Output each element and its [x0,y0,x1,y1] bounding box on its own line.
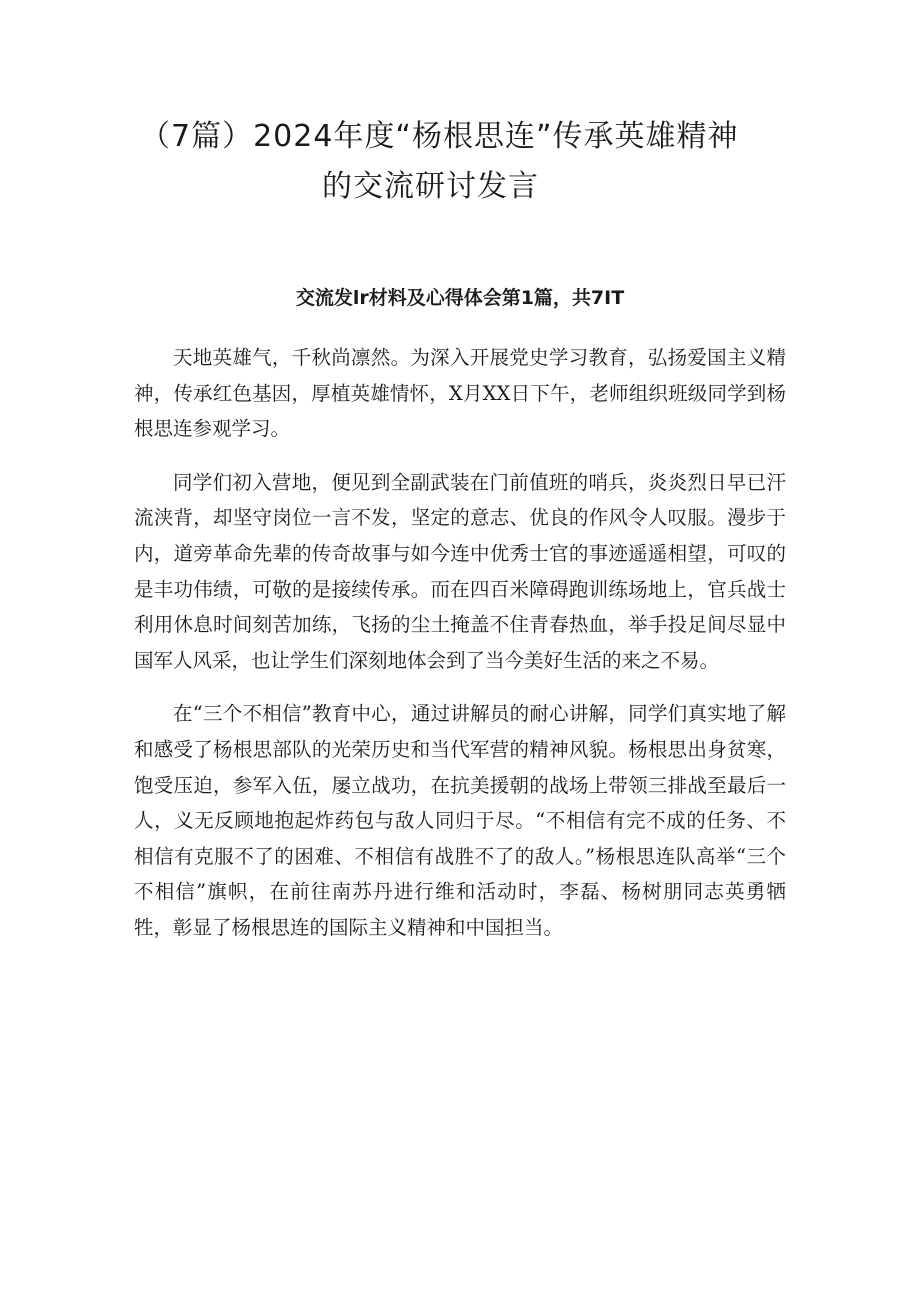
body-paragraph-2: 同学们初入营地，便见到全副武装在门前值班的哨兵，炎炎烈日早已汗流浃背，却坚守岗位一言不发，坚定的意志、优良的作风令人叹服。漫步于内，道旁革命先辈的传奇故事与如今连中优秀士官的事迹遥遥相望，可叹的是丰功伟绩，可敬的是接续传承。而在四百米障碍跑训练场地上，官兵战士利用休息时间刻苦加练，飞扬的尘土掩盖不住青春热血，举手投足间尽显中国军人风采，也让学生们深刻地体会到了当今美好生活的来之不易。 [134,470,786,672]
document-title-line-2: 的交流研讨发言 [322,169,539,204]
document-body [134,340,786,964]
document-title-line-1: （7篇）2024年度“杨根思连”传承英雄精神 [140,119,739,154]
section-heading: 交流发lr材料及心得体会第1篇，共7IT [295,287,625,309]
body-paragraph-3: 在“三个不相信”教育中心，通过讲解员的耐心讲解，同学们真实地了解和感受了杨根思部队的光荣历史和当代军营的精神风貌。杨根思出身贫寒，饱受压迫，参军入伍，屡立战功，在抗美援朝的战场上带领三排战至最后一人，义无反顾地抱起炸药包与敌人同归于尽。“不相信有完不成的任务、不相信有克服不了的困难、不相信有战胜不了的敌人。”杨根思连队高举“三个不相信”旗帜，在前往南苏丹进行维和活动时，李磊、杨树朋同志英勇牺牲，彰显了杨根思连的国际主义精神和中国担当。 [134,702,786,939]
document-title [140,112,800,212]
body-paragraph-1: 天地英雄气，千秋尚凛然。为深入开展党史学习教育，弘扬爱国主义精神，传承红色基因，厚植英雄情怀，X月XX日下午，老师组织班级同学到杨根思连参观学习。 [134,346,786,441]
